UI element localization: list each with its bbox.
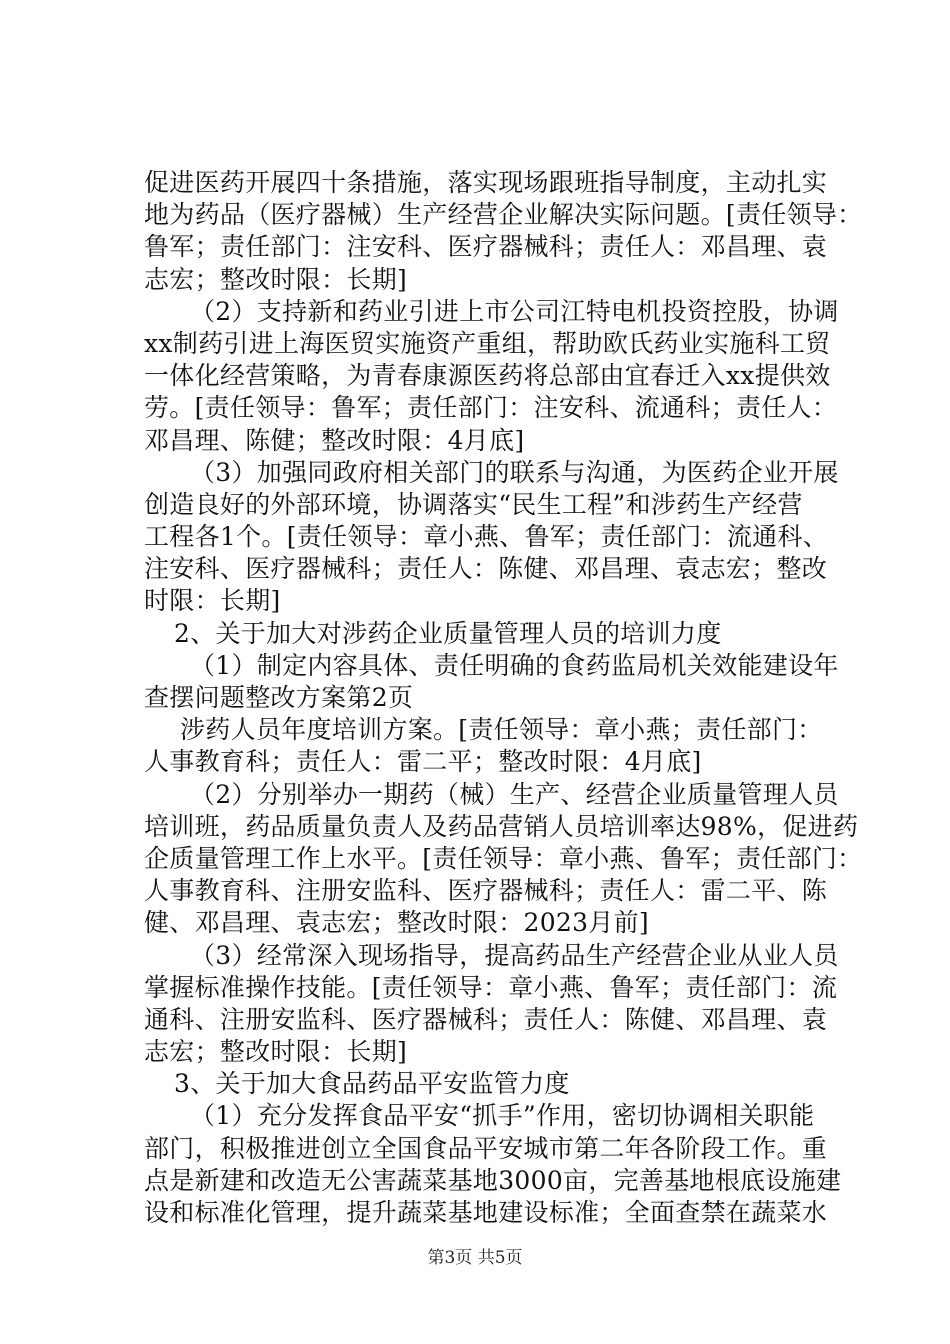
text-line: 鲁军；责任部门：注安科、医疗器械科；责任人：邓昌理、袁 [144, 232, 828, 262]
text-line: （2）分别举办一期药（械）生产、经营企业质量管理人员 [190, 779, 839, 809]
text-line: （1）制定内容具体、责任明确的食药监局机关效能建设年 [190, 650, 839, 680]
page-footer: 第3页 共5页 [427, 1248, 523, 1268]
text-line: 企质量管理工作上水平。[责任领导：章小燕、鲁军；责任部门： [144, 843, 863, 873]
text-line: （2）支持新和药业引进上市公司江特电机投资控股，协调 [190, 296, 839, 326]
text-line: 促进医药开展四十条措施，落实现场跟班指导制度，主动扎实 [144, 168, 828, 197]
text-line: 地为药品（医疗器械）生产经营企业解决实际问题。[责任领导： [144, 200, 863, 230]
text-line: 注安科、医疗器械科；责任人：陈健、邓昌理、袁志宏；整改 [144, 554, 828, 584]
text-line: （3）经常深入现场指导，提高药品生产经营企业从业人员 [190, 940, 839, 970]
text-line: xx制药引进上海医贸实施资产重组，帮助欧氏药业实施科工贸 [144, 328, 831, 358]
text-line: 人事教育科、注册安监科、医疗器械科；责任人：雷二平、陈 [144, 876, 828, 906]
text-line: 涉药人员年度培训方案。[责任领导：章小燕；责任部门： [180, 715, 823, 745]
text-line: （1）充分发挥食品平安“抓手”作用，密切协调相关职能 [190, 1101, 815, 1131]
text-line: 工程各1个。[责任领导：章小燕、鲁军；责任部门：流通科、 [144, 522, 829, 552]
text-line: 3、关于加大食品药品平安监管力度 [174, 1069, 570, 1099]
text-line: 一体化经营策略，为青春康源医药将总部由宜春迁入xx提供效 [144, 361, 831, 391]
text-line: 志宏；整改时限：长期] [144, 264, 408, 294]
text-line: 点是新建和改造无公害蔬菜基地3000亩，完善基地根底设施建 [144, 1165, 842, 1195]
text-line: 时限：长期] [144, 586, 281, 616]
text-line: 2、关于加大对涉药企业质量管理人员的培训力度 [174, 618, 722, 648]
text-line: 查摆问题整改方案第2页 [144, 683, 414, 712]
text-line: 设和标准化管理，提升蔬菜基地建设标准；全面查禁在蔬菜水 [144, 1198, 828, 1227]
text-line: 掌握标准操作技能。[责任领导：章小燕、鲁军；责任部门：流 [144, 972, 838, 1002]
text-line: 劳。[责任领导：鲁军；责任部门：注安科、流通科；责任人： [144, 393, 838, 423]
text-line: 人事教育科；责任人：雷二平；整改时限：4月底] [144, 747, 702, 777]
text-line: 创造良好的外部环境，协调落实“民生工程”和涉药生产经营 [144, 489, 803, 519]
text-line: 志宏；整改时限：长期] [144, 1037, 408, 1067]
text-line: 健、邓昌理、袁志宏；整改时限：2023月前] [144, 908, 649, 938]
text-line: 部门，积极推进创立全国食品平安城市第二年各阶段工作。重 [144, 1133, 828, 1163]
text-line: 通科、注册安监科、医疗器械科；责任人：陈健、邓昌理、袁 [144, 1004, 828, 1034]
text-line: 培训班，药品质量负责人及药品营销人员培训率达98%，促进药 [144, 811, 859, 841]
text-line: 邓昌理、陈健；整改时限：4月底] [144, 425, 525, 455]
text-line: （3）加强同政府相关部门的联系与沟通，为医药企业开展 [190, 457, 839, 487]
